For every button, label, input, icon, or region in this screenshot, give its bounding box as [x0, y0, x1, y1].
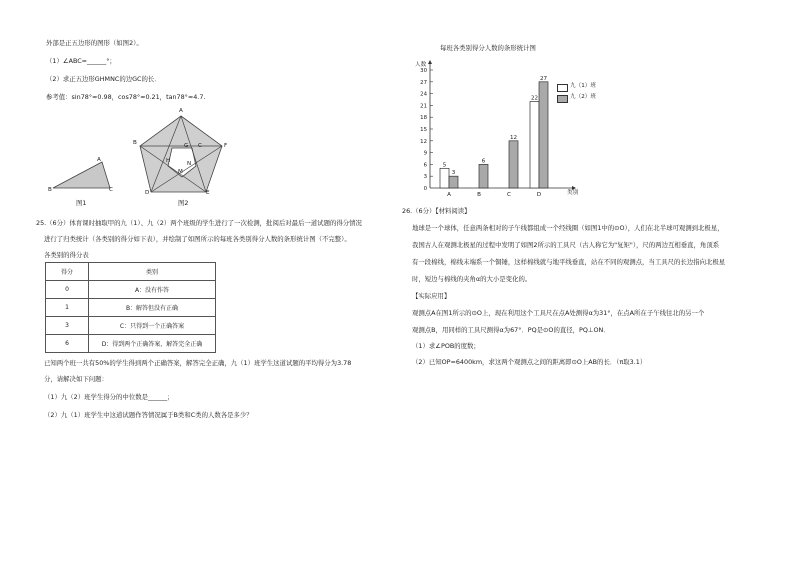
pentagon-label-b: B	[133, 140, 137, 146]
y-tick-label: 3	[423, 174, 427, 181]
legend-label-class-1: 九（1）班	[570, 83, 596, 89]
y-tick-label: 9	[423, 150, 427, 157]
table-cell-category: B：解答但没有正确	[89, 299, 216, 317]
chart-ylabel: 人数	[415, 62, 427, 68]
score-table	[45, 262, 216, 353]
data-label: 3	[451, 170, 456, 177]
legend-swatch-class-1	[557, 84, 568, 92]
q25-line-2: 进行了归类统计（各类别的得分如下表），并绘制了如图所示的每班各类别得分人数的条形统计图（不完整）。	[44, 235, 351, 243]
y-tick-label: 24	[420, 91, 427, 98]
q25-sub-1: （1）九（2）班学生得分的中位数是______；	[44, 393, 174, 401]
table-cell-category: A：没有作答	[89, 281, 216, 299]
table-cell-score: 0	[46, 281, 89, 299]
table-cell-score: 3	[46, 317, 89, 335]
application-line-2: 观测点B，用同样的工具尺测得α为67°．PQ是⊙O的直径，PQ⊥ON．	[412, 326, 610, 334]
pentagon-label-c: C	[198, 143, 202, 149]
legend-swatch-class-2	[557, 95, 568, 103]
pentagon-label-m: M	[178, 169, 183, 175]
q26-heading: 26.（6分）【材料阅读】	[402, 207, 471, 215]
pentagon-label-d: D	[145, 190, 150, 196]
data-label: 27	[539, 75, 548, 82]
pentagon-label-g: G	[184, 143, 189, 149]
table-cell-score: 1	[46, 299, 89, 317]
table-header-category: 类别	[89, 263, 216, 281]
q26-para-2: 我国古人在观测北极星的过程中发明了如图2所示的工具尺（古人称它为"复矩"），尺的两边互相垂直，角顶系	[412, 241, 720, 249]
figure-1-caption: 图1	[76, 199, 87, 207]
data-label: 5	[442, 162, 447, 169]
table-row	[46, 335, 216, 353]
bar-class-2-b	[479, 164, 488, 188]
triangle-label-b: B	[48, 187, 52, 193]
y-tick-label: 18	[420, 115, 427, 122]
y-tick-label: 21	[420, 103, 427, 110]
y-axis-arrow	[428, 60, 432, 64]
pentagon-label-e: E	[206, 190, 210, 196]
table-row	[46, 299, 216, 317]
table-row	[46, 281, 216, 299]
y-tick-label: 12	[420, 138, 427, 145]
table-header-score: 得分	[46, 263, 89, 281]
table-cell-score: 6	[46, 335, 89, 353]
table-cell-category: C：只得到一个正确答案	[89, 317, 216, 335]
table-cell-category: D：得到两个正确答案，解答完全正确	[89, 335, 216, 353]
score-table-title: 各类别的得分表	[44, 251, 89, 259]
q26-para-1: 地球是一个球体，任意两条相对的子午线都组成一个经线圈（如图1中的⊙O），人们在北半球可观测到北极星，	[412, 224, 724, 232]
y-tick-label: 0	[423, 186, 427, 192]
pentagon-label-h: H	[166, 158, 171, 164]
bar-class-1-d	[530, 101, 539, 188]
q26-para-3: 有一段棉线，棉线末端系一个铜锤，这样棉线就与地平线垂直，站在不同的观测点，当工具尺的长边指向北极星	[412, 258, 726, 266]
q25-line-3: 已知两个班一共有50%的学生得到两个正确答案，解答完全正确，九（1）班学生这道试题的平均得分为3.78	[44, 359, 352, 367]
legend-label-class-2: 九（2）班	[570, 94, 596, 100]
q24-intro: 外部是正五边形的图形（如图2）。	[46, 39, 143, 47]
triangle-shape	[53, 162, 110, 188]
bar-class-2-a	[449, 176, 458, 188]
chart-xlabel: 类别	[567, 190, 579, 196]
q24-question-1: （1）∠ABC=______°；	[46, 57, 116, 65]
bar-class-2-d	[539, 82, 548, 188]
pentagon-label-f: F	[224, 143, 228, 149]
q25-line-1: 25.（6分）体育课时抽取甲的九（1）、九（2）两个班级的学生进行了一次检测，批阅后对最后一道试题的得分情况	[36, 219, 362, 227]
x-tick-label: C	[507, 192, 511, 198]
triangle-label-a: A	[97, 157, 101, 163]
x-axis-arrow	[572, 186, 576, 190]
figure-2-caption: 图2	[178, 199, 189, 207]
triangle-label-c: C	[109, 187, 113, 193]
pentagon-label-a: A	[179, 108, 183, 114]
x-tick-label: A	[447, 192, 451, 198]
q25-sub-2: （2）九（1）班学生中这道试题作答情况属于B类和C类的人数各是多少？	[44, 411, 253, 419]
table-row	[46, 317, 216, 335]
x-tick-label: B	[477, 192, 481, 198]
y-tick-label: 27	[420, 79, 427, 86]
figure-2-pentagon	[134, 110, 230, 198]
data-label: 22	[530, 95, 539, 102]
pentagon-label-n: N	[187, 161, 192, 167]
bar-class-1-a	[440, 168, 449, 188]
y-tick-label: 30	[420, 68, 427, 74]
y-tick-label: 6	[423, 162, 427, 169]
q26-para-4: 时，短边与棉线的夹角α的大小是变化的。	[412, 275, 532, 283]
bar-class-2-c	[509, 141, 518, 188]
data-label: 12	[509, 134, 518, 141]
table-header-row	[46, 263, 216, 281]
chart-title: 每班各类别得分人数的条形统计图	[440, 44, 536, 52]
q24-question-2: （2）求正五边形GHMNC的边GC的长．	[46, 75, 161, 83]
application-heading: 【实际应用】	[412, 292, 451, 300]
q25-line-4: 分，请解决如下问题：	[44, 375, 108, 383]
y-tick-label: 15	[420, 127, 427, 133]
application-line-1: 观测点A在图1所示的⊙O上，现在利用这个工具尺在点A处测得α为31°，在点A所在子午线往北的另一个	[412, 309, 705, 317]
q24-reference-values: 参考值：sin78°≈0.98，cos78°≈0.21，tan78°≈4.7.	[46, 93, 206, 101]
q26-sub-2: （2）已知OP=6400km，求这两个观测点之间的距离即⊙O上AB的长．（π取3.1）	[412, 358, 647, 366]
data-label: 6	[481, 158, 486, 165]
q26-sub-1: （1）求∠POB的度数；	[412, 342, 480, 350]
x-tick-label: D	[536, 192, 542, 198]
